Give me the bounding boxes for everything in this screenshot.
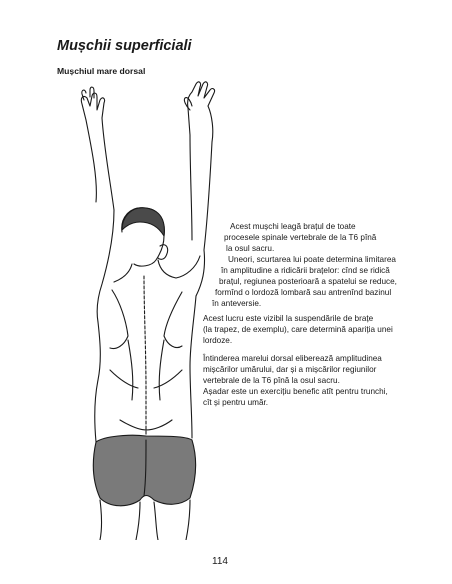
right-shoulder [176,250,205,296]
paragraph-1-line-2: procesele spinale vertebrale de la T6 pînă [224,233,377,242]
section-heading: Mușchiul mare dorsal [57,66,146,76]
paragraph-3-line-1: Întinderea marelui dorsal eliberează amplitudinea [203,354,382,363]
page-title: Mușchii superficiali [57,38,192,54]
paragraph-1-line-7: formînd o lordoză lombară sau antrenînd bazinul [215,288,392,297]
left-scapula [110,290,128,349]
right-scapula [164,292,182,348]
paragraph-1-line-5: în amplitudine a ridicării brațelor: cînd se ridică [221,266,390,275]
paragraph-3-line-5: cît și pentru umăr. [203,398,269,407]
paragraph-1-line-1: Acest mușchi leagă brațul de toate [230,222,356,231]
paragraph-1-line-8: în anteversie. [212,299,262,308]
paragraph-3-line-3: vertebrale de la T6 pînă la osul sacru. [203,376,340,385]
torso-right-outline [190,296,196,438]
left-hand-fingers [82,87,94,100]
paragraph-3-line-4: Așadar este un exercițiu benefic atît pentru trunchi, [203,387,388,396]
paragraph-2-line-3: lordoze. [203,336,233,345]
spine [144,276,146,446]
left-arm [81,93,114,210]
paragraph-2-line-1: Acest lucru este vizibil la suspendările de brațe [203,314,374,323]
paragraph-1-line-6: brațul, regiunea posterioară a spatelui se reduce, [219,277,397,286]
left-shoulder [97,210,114,322]
paragraph-1-line-3: la osul sacru. [226,244,275,253]
page-number: 114 [212,556,228,567]
neck [114,260,176,282]
torso-left-outline [95,322,101,442]
right-leg [154,500,190,540]
paragraph-2-line-2: (la trapez, de exemplu), care determină apariția unei [203,325,393,334]
right-arm [188,82,215,250]
paragraph-1-line-4: Uneori, scurtarea lui poate determina limitarea [228,255,396,264]
paragraph-3-line-2: mișcărilor umărului, dar și a mișcărilor regiunilor [203,365,377,374]
